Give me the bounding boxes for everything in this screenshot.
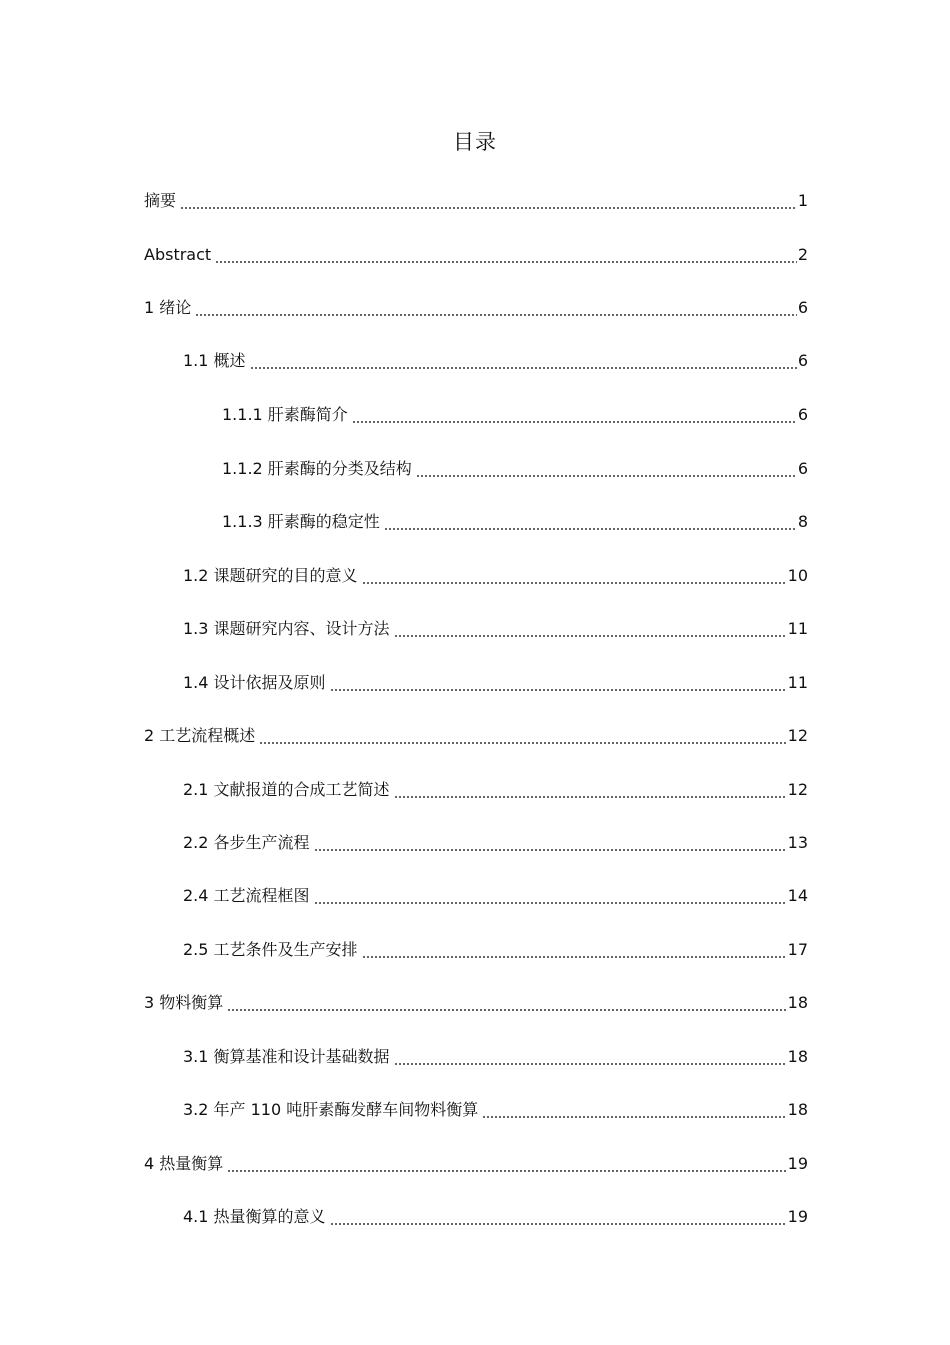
- toc-entry[interactable]: [183, 669, 808, 693]
- toc-entry-page: 2: [797, 245, 808, 264]
- toc-entry[interactable]: [183, 347, 808, 371]
- toc-entry[interactable]: [144, 241, 808, 265]
- dot-leader: [394, 780, 787, 800]
- toc-entry[interactable]: [222, 508, 808, 532]
- toc-entry[interactable]: [144, 294, 808, 318]
- toc-entry[interactable]: [144, 187, 808, 211]
- toc-entry-label: 摘要: [144, 191, 177, 210]
- toc-entry[interactable]: [183, 562, 808, 586]
- toc-entry-label: 2 工艺流程概述: [144, 726, 256, 745]
- toc-entry-label: 4.1 热量衡算的意义: [183, 1207, 326, 1226]
- toc-entry-page: 10: [787, 566, 808, 585]
- dot-leader: [384, 512, 797, 532]
- toc-entry[interactable]: [183, 776, 808, 800]
- toc-entry[interactable]: [183, 936, 808, 960]
- toc-entry[interactable]: [222, 401, 808, 425]
- toc-entry-page: 8: [797, 512, 808, 531]
- dot-leader: [394, 1047, 787, 1067]
- toc-entry-page: 17: [787, 940, 808, 959]
- toc-entry[interactable]: [144, 1150, 808, 1174]
- dot-leader: [330, 1207, 787, 1227]
- toc-entry-page: 6: [797, 298, 808, 317]
- dot-leader: [195, 298, 797, 318]
- toc-entry-label: 2.2 各步生产流程: [183, 833, 310, 852]
- toc-entry-label: 2.1 文献报道的合成工艺简述: [183, 780, 390, 799]
- toc-entry[interactable]: [183, 1203, 808, 1227]
- toc-entry-label: 1.1.3 肝素酶的稳定性: [222, 512, 380, 531]
- dot-leader: [416, 459, 797, 479]
- dot-leader: [227, 993, 786, 1013]
- toc-entry[interactable]: [183, 1043, 808, 1067]
- toc-entry[interactable]: [144, 722, 808, 746]
- toc-entry-page: 1: [797, 191, 808, 210]
- toc-entry[interactable]: [183, 1096, 808, 1120]
- dot-leader: [250, 351, 797, 371]
- toc-entry-page: 13: [787, 833, 808, 852]
- toc-entry[interactable]: [183, 829, 808, 853]
- dot-leader: [362, 566, 787, 586]
- dot-leader: [482, 1100, 786, 1120]
- dot-leader: [259, 726, 786, 746]
- toc-entry-page: 12: [787, 726, 808, 745]
- toc-entry-page: 19: [787, 1207, 808, 1226]
- dot-leader: [394, 619, 787, 639]
- toc-entry-label: Abstract: [144, 245, 212, 264]
- toc-entry-page: 18: [787, 1047, 808, 1066]
- toc-entry-label: 3.2 年产 110 吨肝素酶发酵车间物料衡算: [183, 1100, 479, 1119]
- toc-entry-page: 19: [787, 1154, 808, 1173]
- dot-leader: [314, 833, 787, 853]
- toc-entry-page: 6: [797, 405, 808, 424]
- toc-entry[interactable]: [222, 455, 808, 479]
- toc-entry-page: 6: [797, 351, 808, 370]
- toc-entry-label: 4 热量衡算: [144, 1154, 224, 1173]
- toc-entry-label: 1.1 概述: [183, 351, 246, 370]
- toc-entry-label: 1.1.1 肝素酶简介: [222, 405, 348, 424]
- toc-title: 目录: [453, 130, 497, 154]
- toc-entry-page: 11: [787, 619, 808, 638]
- toc-entry-page: 18: [787, 1100, 808, 1119]
- toc-entry[interactable]: [144, 989, 808, 1013]
- dot-leader: [227, 1154, 786, 1174]
- toc-entry-label: 1.4 设计依据及原则: [183, 673, 326, 692]
- toc-entry-label: 3 物料衡算: [144, 993, 224, 1012]
- toc-entry-label: 2.5 工艺条件及生产安排: [183, 940, 358, 959]
- dot-leader: [330, 673, 787, 693]
- dot-leader: [180, 191, 797, 211]
- toc-entry-label: 1.1.2 肝素酶的分类及结构: [222, 459, 412, 478]
- toc-entry-page: 14: [787, 886, 808, 905]
- toc-entry[interactable]: [183, 615, 808, 639]
- toc-entry-page: 11: [787, 673, 808, 692]
- toc-entry-page: 18: [787, 993, 808, 1012]
- dot-leader: [362, 940, 787, 960]
- toc-entry-label: 3.1 衡算基准和设计基础数据: [183, 1047, 390, 1066]
- toc-entry-label: 1.3 课题研究内容、设计方法: [183, 619, 390, 638]
- dot-leader: [215, 245, 797, 265]
- dot-leader: [352, 405, 797, 425]
- toc-entry[interactable]: [183, 882, 808, 906]
- toc-entry-page: 12: [787, 780, 808, 799]
- dot-leader: [314, 886, 787, 906]
- toc-entry-label: 2.4 工艺流程框图: [183, 886, 310, 905]
- toc-entry-label: 1.2 课题研究的目的意义: [183, 566, 358, 585]
- toc-entry-page: 6: [797, 459, 808, 478]
- toc-entry-label: 1 绪论: [144, 298, 192, 317]
